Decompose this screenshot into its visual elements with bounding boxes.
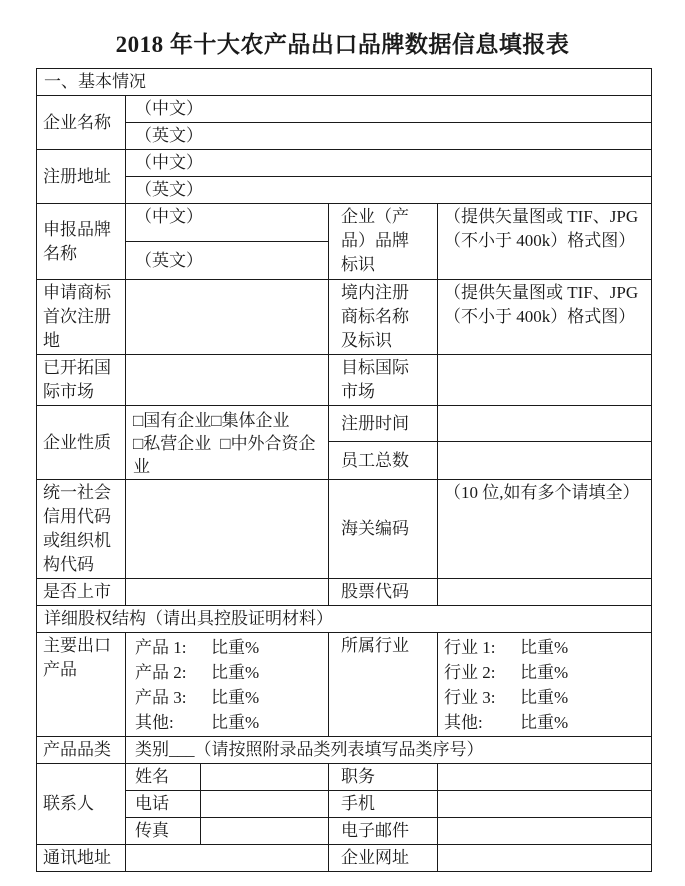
contact-name-label: 姓名 — [126, 764, 201, 791]
customs-code-field[interactable] — [438, 480, 652, 579]
checkbox-option-state-owned[interactable] — [133, 411, 211, 430]
contact-mobile-label: 手机 — [329, 791, 438, 818]
nature-options-line-1 — [133, 409, 323, 432]
en-marker: （英文） — [135, 180, 203, 199]
industry-share: 比重% — [520, 688, 569, 707]
industry-share: 比重% — [520, 663, 569, 682]
industry-name: 行业 1: — [444, 638, 496, 657]
contact-mobile-value[interactable] — [438, 791, 652, 818]
reg-address-cn-field[interactable] — [126, 150, 652, 177]
website-label: 企业网址 — [329, 845, 438, 872]
option-label: 中外合资企业 — [133, 434, 316, 476]
export-product-item — [135, 685, 322, 710]
form-table — [36, 68, 652, 872]
target-markets-value[interactable] — [438, 355, 652, 406]
contact-duty-value[interactable] — [438, 764, 652, 791]
opened-markets-label: 已开拓国际市场 — [37, 355, 126, 406]
contact-label: 联系人 — [37, 764, 126, 845]
contact-duty-label: 职务 — [329, 764, 438, 791]
domestic-trademark-label: 境内注册商标名称及标识 — [329, 280, 438, 355]
product-name: 其他: — [135, 713, 174, 732]
opened-markets-value[interactable] — [126, 355, 329, 406]
domestic-trademark-field[interactable] — [438, 280, 652, 355]
company-name-label: 企业名称 — [37, 96, 126, 150]
industry-name: 行业 2: — [444, 663, 496, 682]
company-name-cn-field[interactable] — [126, 96, 652, 123]
checkbox-option-collective[interactable] — [211, 411, 289, 430]
product-name: 产品 2: — [135, 663, 187, 682]
contact-name-value[interactable] — [201, 764, 329, 791]
customs-code-label: 海关编码 — [329, 480, 438, 579]
contact-fax-label: 传真 — [126, 818, 201, 845]
brand-logo-label: 企业（产品）品牌标识 — [329, 204, 438, 280]
brand-name-cn-field[interactable] — [126, 204, 329, 242]
product-category-label: 产品品类 — [37, 737, 126, 764]
option-label: 私营企业 — [143, 434, 212, 453]
en-marker: （英文） — [135, 250, 203, 270]
brand-name-label: 申报品牌名称 — [37, 204, 126, 280]
mail-address-value[interactable] — [126, 845, 329, 872]
domestic-trademark-note: （提供矢量图或 TIF、JPG（不小于 400k）格式图） — [444, 283, 639, 326]
credit-code-label: 统一社会信用代码或组织机构代码 — [37, 480, 126, 579]
page-title: 2018 年十大农产品出口品牌数据信息填报表 — [115, 32, 570, 57]
nature-options-line-2 — [133, 432, 323, 478]
contact-email-value[interactable] — [438, 818, 652, 845]
industry-item — [444, 660, 645, 685]
product-share: 比重% — [211, 713, 260, 732]
employees-label: 员工总数 — [329, 442, 438, 480]
target-markets-label: 目标国际市场 — [329, 355, 438, 406]
product-share: 比重% — [211, 638, 260, 657]
product-name: 产品 3: — [135, 688, 187, 707]
industry-name: 行业 3: — [444, 688, 496, 707]
cn-marker: （中文） — [135, 99, 203, 118]
contact-phone-value[interactable] — [201, 791, 329, 818]
industry-item — [444, 685, 645, 710]
product-share: 比重% — [211, 663, 260, 682]
reg-address-label: 注册地址 — [37, 150, 126, 204]
export-product-item — [135, 660, 322, 685]
industry-name: 其他: — [444, 713, 483, 732]
listed-label: 是否上市 — [37, 579, 126, 606]
listed-value[interactable] — [126, 579, 329, 606]
en-marker: （英文） — [135, 126, 203, 145]
industry-label: 所属行业 — [329, 633, 438, 737]
industry-item — [444, 635, 645, 660]
checkbox-icon: □ — [133, 411, 144, 430]
cn-marker: （中文） — [135, 153, 203, 172]
checkbox-icon: □ — [133, 434, 144, 453]
export-product-item — [135, 710, 322, 735]
customs-code-note: （10 位,如有多个请填全） — [444, 483, 640, 502]
enterprise-nature-options — [126, 406, 329, 480]
section-header-basic-info: 一、基本情况 — [37, 69, 652, 96]
checkbox-icon: □ — [220, 434, 231, 453]
reg-time-value[interactable] — [438, 406, 652, 442]
contact-phone-label: 电话 — [126, 791, 201, 818]
industry-list[interactable] — [438, 633, 652, 737]
stock-code-value[interactable] — [438, 579, 652, 606]
company-name-en-field[interactable] — [126, 123, 652, 150]
export-products-list[interactable] — [126, 633, 329, 737]
stock-code-label: 股票代码 — [329, 579, 438, 606]
industry-item — [444, 710, 645, 735]
main-exports-label: 主要出口产品 — [37, 633, 126, 737]
credit-code-value[interactable] — [126, 480, 329, 579]
trademark-reg-place-label: 申请商标首次注册地 — [37, 280, 126, 355]
brand-name-en-field[interactable] — [126, 242, 329, 280]
reg-time-label: 注册时间 — [329, 406, 438, 442]
brand-logo-field[interactable] — [438, 204, 652, 280]
trademark-reg-place-value[interactable] — [126, 280, 329, 355]
enterprise-nature-label: 企业性质 — [37, 406, 126, 480]
option-label: 国有企业 — [143, 411, 212, 430]
employees-value[interactable] — [438, 442, 652, 480]
equity-structure-row: 详细股权结构（请出具控股证明材料） — [37, 606, 652, 633]
product-name: 产品 1: — [135, 638, 187, 657]
product-share: 比重% — [211, 688, 260, 707]
checkbox-icon: □ — [211, 411, 222, 430]
contact-fax-value[interactable] — [201, 818, 329, 845]
brand-logo-note: （提供矢量图或 TIF、JPG（不小于 400k）格式图） — [444, 207, 639, 250]
mail-address-label: 通讯地址 — [37, 845, 126, 872]
option-label: 集体企业 — [221, 411, 290, 430]
checkbox-option-private[interactable] — [133, 434, 211, 453]
export-product-item — [135, 635, 322, 660]
cn-marker: （中文） — [135, 207, 203, 226]
contact-email-label: 电子邮件 — [329, 818, 438, 845]
industry-share: 比重% — [520, 713, 569, 732]
product-category-field[interactable] — [126, 737, 652, 764]
reg-address-en-field[interactable] — [126, 177, 652, 204]
product-category-value: 类别___（请按照附录品类列表填写品类序号） — [135, 740, 484, 759]
industry-share: 比重% — [520, 638, 569, 657]
website-value[interactable] — [438, 845, 652, 872]
